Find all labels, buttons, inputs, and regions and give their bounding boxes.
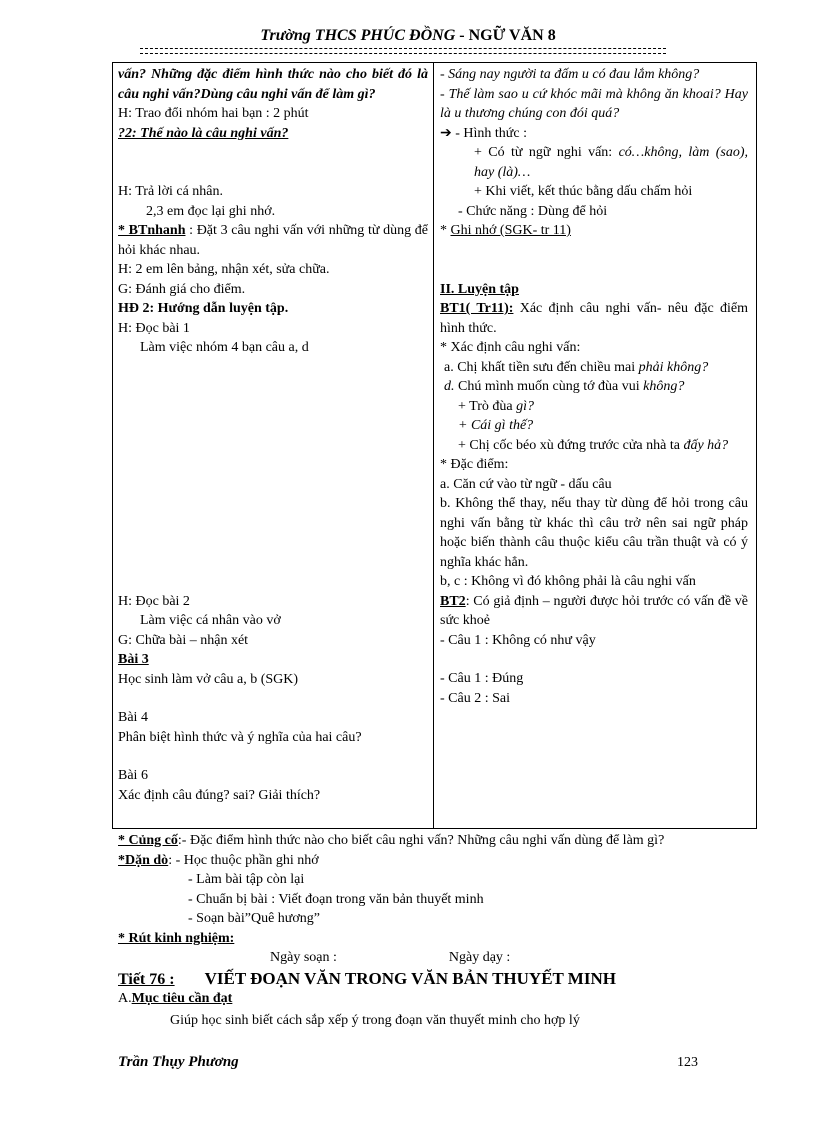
cau1b-line: - Câu 1 : Đúng	[440, 671, 524, 686]
bt2-line	[440, 592, 748, 631]
header-prefix: Trường	[260, 27, 315, 44]
giup-line: Giúp học sinh biết cách sắp xếp ý trong đoạn văn thuyết minh cho hợp lý	[170, 1012, 580, 1028]
left-line: H: Trả lời cá nhân.	[118, 184, 224, 199]
luyentap-heading: II. Luyện tập	[440, 281, 519, 297]
a-line	[440, 358, 748, 378]
form-item-2: + Khi viết, kết thúc bằng dấu chấm hỏi	[474, 184, 693, 199]
dando-text: : - Học thuộc phần ghi nhớ	[168, 852, 319, 868]
dando-line	[118, 851, 778, 871]
lesson-title: VIẾT ĐOẠN VĂN TRONG VĂN BẢN THUYẾT MINH	[204, 968, 616, 988]
left-bai6: Bài 6	[118, 768, 148, 783]
dando-item: - Làm bài tập còn lại	[188, 872, 305, 887]
author-name: Trần Thụy Phương	[118, 1054, 239, 1070]
example-2: - Thế làm sao u cứ khóc mãi mà không ăn khoai? Hay là u thương chúng con đói quá?	[440, 86, 748, 121]
dates-line	[118, 948, 778, 968]
left-line: Phân biệt hình thức và ý nghĩa của hai câu?	[118, 729, 362, 745]
left-line: Xác định câu đúng? sai? Giải thích?	[118, 787, 321, 803]
a-italic: phải không?	[638, 359, 709, 375]
left-question-2: ?2: Thế nào là câu nghi vấn?	[118, 125, 289, 141]
example-1: - Sáng nay người ta đấm u có đau lắm không?	[440, 67, 700, 82]
muctieu-line	[118, 989, 778, 1009]
header-rule	[140, 48, 666, 49]
header-school: THCS PHÚC ĐỒNG	[314, 27, 456, 44]
dando-label: *Dặn dò	[118, 852, 169, 868]
left-bai4: Bài 4	[118, 710, 148, 725]
left-line: H: Đọc bài 2	[118, 593, 190, 609]
plus-2: + Cái gì thế?	[458, 418, 534, 433]
left-line: H: Đọc bài 1	[118, 320, 190, 336]
page-header	[0, 26, 816, 46]
left-bai3: Bài 3	[118, 652, 149, 667]
form-label: - Hình thức :	[451, 125, 527, 141]
d-line	[440, 377, 748, 397]
tiet-label: Tiết 76 :	[118, 970, 175, 988]
bt2-label: BT2	[440, 593, 466, 609]
btnhanh-label: * BTnhanh	[118, 223, 186, 238]
bt2-text: : Có giả định – người được hỏi trước có vấn đề về sức khoẻ	[440, 593, 748, 628]
header-subject: NGỮ VĂN 8	[468, 27, 556, 44]
dd-a: a. Căn cứ vào từ ngữ - dấu câu	[440, 476, 612, 492]
lesson-title-line	[118, 969, 778, 990]
ghinho-link: Ghi nhớ (SGK- tr 11)	[450, 223, 571, 238]
cungco-line	[118, 831, 778, 851]
after-table	[118, 831, 778, 1030]
d-text: Chú mình muốn cùng tớ đùa vui	[454, 379, 644, 394]
plus-1-text: + Trò đùa	[458, 398, 517, 414]
left-line: Học sinh làm vở câu a, b (SGK)	[118, 671, 299, 687]
plus-1	[440, 397, 748, 417]
plus-3	[440, 436, 748, 456]
ghinho-line	[440, 221, 748, 241]
a-text: a. Chị khất tiền sưu đến chiều mai	[444, 359, 639, 375]
form-heading	[440, 124, 748, 144]
function-line: - Chức năng : Dùng để hỏi	[458, 203, 608, 219]
header-rule-2	[140, 53, 666, 54]
left-btnhanh	[118, 221, 428, 260]
left-hd2: HĐ 2: Hướng dẫn luyện tập.	[118, 301, 289, 316]
left-line: Làm việc nhóm 4 bạn câu a, d	[140, 340, 309, 355]
bt1-text: Xác định câu nghi vấn- nêu đặc điểm hình thức.	[440, 301, 748, 336]
plus-3-text: + Chị cốc béo xù đứng trước cửa nhà ta	[458, 437, 684, 453]
lesson-table	[112, 62, 757, 829]
btnhanh-text: : Đặt 3 câu nghi vấn với những từ dùng để hỏi khác nhau.	[118, 223, 428, 258]
arrow-icon: ➔	[440, 125, 452, 141]
cau2-line: - Câu 2 : Sai	[440, 690, 510, 706]
ngay-day: Ngày dạy :	[448, 950, 511, 965]
dd-bc: b, c : Không vì đó không phải là câu nghi vấn	[440, 574, 696, 589]
muctieu-label: Mục tiêu cần đạt	[131, 991, 233, 1006]
header-sep: -	[455, 27, 469, 44]
d-italic: không?	[643, 379, 685, 394]
dd-b: b. Không thể thay, nếu thay từ dùng để hỏi trong câu nghi vấn bằng từ khác thì câu trở nên sai ngữ pháp hoặc biến thành câu thuộc kiểu câu trần thuật và có ý nghĩa khác hẳn.	[440, 496, 748, 570]
form-item-1	[440, 143, 748, 182]
page-number: 123	[677, 1055, 698, 1070]
cau1-line: - Câu 1 : Không có như vậy	[440, 632, 596, 648]
left-line: H: Trao đổi nhóm hai bạn : 2 phút	[118, 106, 309, 121]
right-column	[440, 65, 748, 708]
left-line: G: Đánh giá cho điểm.	[118, 281, 246, 297]
rutkinhnghiem: * Rút kinh nghiệm:	[118, 930, 235, 946]
left-question-1: vấn? Những đặc điểm hình thức nào cho biết đó là câu nghi vấn?Dùng câu nghi vấn để làm gì?	[118, 67, 428, 102]
bt1-label: BT1( Tr11):	[440, 301, 514, 316]
muctieu-a: A.	[118, 991, 132, 1006]
left-column	[118, 65, 428, 805]
dd-heading: * Đặc điểm:	[440, 457, 509, 472]
left-line: G: Chữa bài – nhận xét	[118, 632, 249, 648]
plus-3-italic: đấy hả?	[683, 437, 729, 453]
page-footer	[118, 1053, 698, 1073]
plus-1-italic: gì?	[516, 398, 534, 414]
table-divider	[433, 63, 434, 828]
left-line: Làm việc cá nhân vào vở	[140, 613, 281, 628]
left-line: 2,3 em đọc lại ghi nhớ.	[146, 203, 276, 219]
left-line: H: 2 em lên bảng, nhận xét, sửa chữa.	[118, 262, 330, 277]
bt1-line	[440, 299, 748, 338]
dando-item: - Soạn bài”Quê hương”	[188, 911, 321, 926]
form-item-1-words: có…không, làm (sao), hay (là)…	[474, 145, 748, 180]
cungco-text: :- Đặc điểm hình thức nào cho biết câu nghi vấn? Những câu nghi vấn dùng để làm gì?	[177, 833, 665, 848]
cungco-label: * Củng cố	[118, 833, 178, 848]
d-label: d.	[444, 379, 455, 394]
dando-item: - Chuẩn bị bài : Viết đoạn trong văn bản thuyết minh	[188, 891, 484, 907]
xd-line: * Xác định câu nghi vấn:	[440, 340, 581, 355]
form-item-1-text: + Có từ ngữ nghi vấn:	[474, 145, 619, 160]
ngay-soan: Ngày soạn :	[270, 950, 337, 965]
ghinho-star: *	[440, 223, 451, 238]
